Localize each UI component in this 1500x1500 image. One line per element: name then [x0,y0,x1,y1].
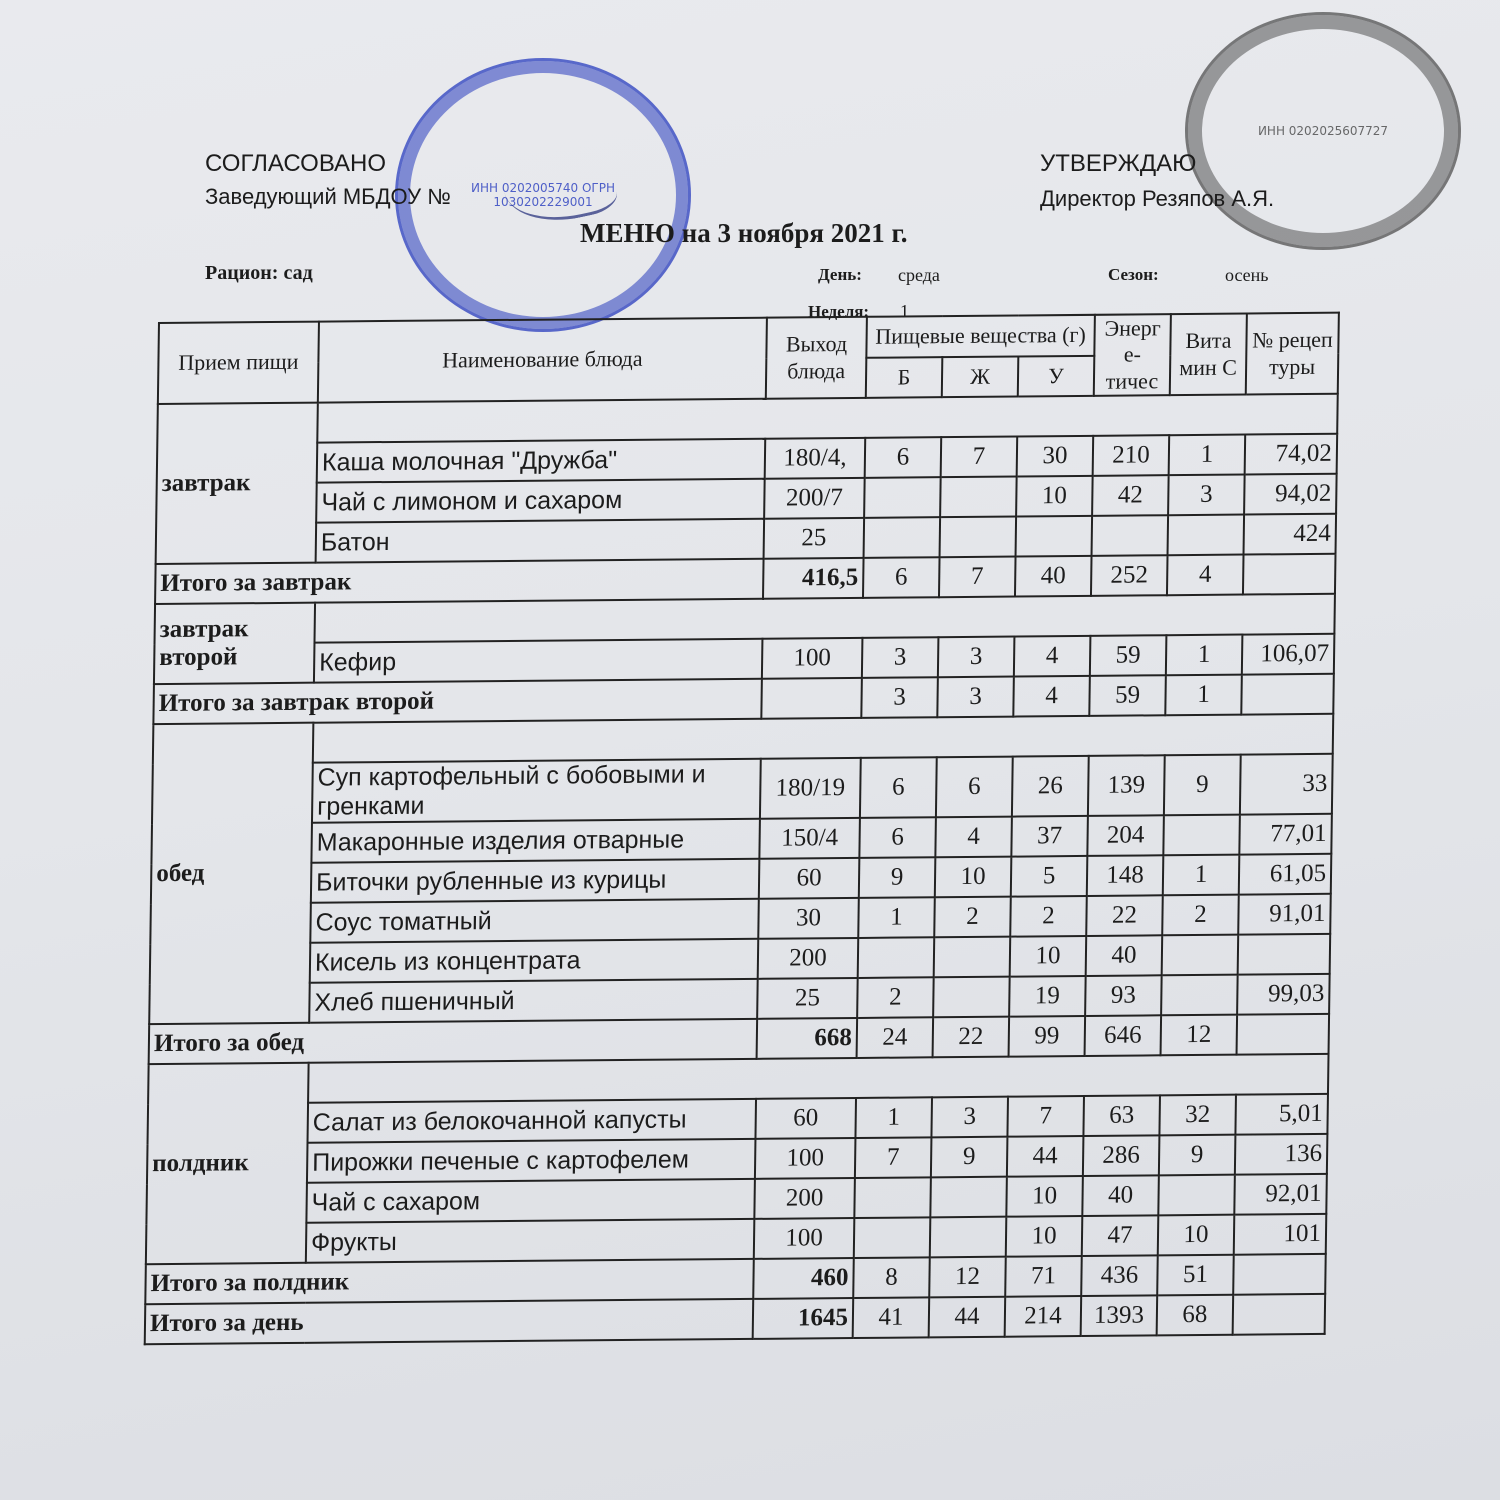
fat-cell [930,1217,1007,1258]
dish-output: 150/4 [759,818,860,859]
energy-cell: 47 [1082,1216,1159,1257]
stamp-left-text: ИНН 0202005740 ОГРН 1030202229001 [470,180,616,209]
total-carbs: 71 [1005,1256,1082,1297]
energy-cell: 93 [1085,975,1162,1016]
vitamin-cell: 1 [1166,635,1243,676]
dish-output: 200 [758,938,859,979]
dish-output: 25 [757,978,858,1019]
carbs-cell: 30 [1017,436,1094,477]
dish-output: 60 [759,858,860,899]
vitamin-cell: 2 [1162,895,1239,936]
col-zh: Ж [942,356,1019,397]
fat-cell: 6 [936,757,1013,818]
recipe-cell: 136 [1235,1134,1328,1175]
total-recipe [1241,674,1334,715]
col-energy: Энерг е- тичес [1094,314,1171,396]
agreed-by: Заведующий МБДОУ № [205,184,451,209]
dish-name: Чай с сахаром [306,1179,755,1223]
total-recipe [1233,1254,1326,1295]
protein-cell [854,1178,931,1219]
carbs-cell: 10 [1010,936,1087,977]
energy-cell: 59 [1090,635,1167,676]
dish-output: 180/19 [760,758,861,819]
protein-cell [858,937,935,978]
col-nutrients: Пищевые вещества (г) [866,315,1095,358]
carbs-cell: 10 [1006,1176,1083,1217]
day-total-energy: 1393 [1081,1296,1158,1337]
total-protein: 6 [863,557,940,598]
dish-name: Кефир [314,639,763,683]
total-recipe [1243,554,1336,595]
carbs-cell: 37 [1011,816,1088,857]
col-vitamin: Вита мин С [1170,313,1247,395]
day-total-label: Итого за день [145,1299,753,1344]
total-output: 668 [757,1018,858,1059]
dish-name: Фрукты [306,1219,755,1263]
carbs-cell: 26 [1012,756,1089,817]
season-label: Сезон: [1108,265,1159,284]
total-carbs: 4 [1013,676,1090,717]
protein-cell: 1 [855,1097,932,1138]
recipe-cell: 74,02 [1245,434,1338,475]
carbs-cell: 7 [1007,1096,1084,1137]
vitamin-cell: 32 [1159,1095,1236,1136]
recipe-cell: 92,01 [1234,1174,1327,1215]
carbs-cell: 44 [1007,1136,1084,1177]
total-output: 416,5 [763,558,864,599]
ration-label: Рацион: сад [205,262,313,284]
recipe-cell: 99,03 [1237,974,1330,1015]
agreed-heading: СОГЛАСОВАНО [205,150,387,177]
protein-cell: 6 [859,817,936,858]
carbs-cell: 5 [1011,856,1088,897]
protein-cell [864,517,941,558]
total-energy: 252 [1091,555,1168,596]
total-carbs: 99 [1009,1016,1086,1057]
total-energy: 436 [1081,1256,1158,1297]
carbs-cell [1016,516,1093,557]
fat-cell: 7 [941,437,1018,478]
energy-cell: 40 [1082,1176,1159,1217]
fat-cell: 3 [931,1097,1008,1138]
approve-by: Директор Резяпов А.Я. [1040,186,1275,211]
round-stamp-right [1185,12,1461,250]
vitamin-cell [1158,1175,1235,1216]
dish-name: Хлеб пшеничный [309,979,758,1023]
vitamin-cell [1162,935,1239,976]
protein-cell [854,1218,931,1259]
total-vitamin: 4 [1167,555,1244,596]
total-vitamin: 1 [1165,675,1242,716]
dish-output: 200/7 [764,478,865,519]
total-label: Итого за полдник [145,1259,753,1304]
col-b: Б [866,357,943,398]
dish-name: Кисель из концентрата [310,939,759,983]
meal-name: обед [149,723,313,1024]
vitamin-cell [1168,515,1245,556]
day-total-carbs: 214 [1005,1296,1082,1337]
energy-cell: 210 [1093,435,1170,476]
fat-cell: 9 [931,1137,1008,1178]
col-meal: Прием пищи [158,322,319,405]
protein-cell: 6 [860,757,937,818]
carbs-cell: 2 [1010,896,1087,937]
energy-cell: 139 [1088,755,1165,816]
total-fat: 3 [937,677,1014,718]
total-energy: 646 [1085,1015,1162,1056]
dish-output: 60 [755,1098,856,1139]
stamp-right-text: ИНН 0202025607727 [1257,123,1389,138]
energy-cell: 204 [1087,815,1164,856]
total-vitamin: 12 [1161,1015,1238,1056]
total-label: Итого за завтрак второй [153,679,761,724]
total-output: 460 [753,1258,854,1299]
dish-output: 200 [754,1178,855,1219]
total-label: Итого за обед [149,1019,757,1064]
vitamin-cell: 9 [1159,1135,1236,1176]
header-row [158,313,1338,364]
recipe-cell: 91,01 [1238,894,1331,935]
dish-name: Батон [316,519,765,563]
fat-cell [934,937,1011,978]
fat-cell: 2 [934,897,1011,938]
protein-cell: 2 [857,977,934,1018]
energy-cell: 63 [1083,1096,1160,1137]
day-label: День: [818,265,862,284]
dish-name: Пирожки печеные с картофелем [307,1139,756,1183]
carbs-cell: 19 [1009,976,1086,1017]
day-value: среда [898,265,940,285]
menu-table [144,312,1340,1346]
total-protein: 24 [857,1017,934,1058]
recipe-cell: 424 [1244,514,1337,555]
energy-cell: 22 [1086,895,1163,936]
fat-cell: 3 [938,637,1015,678]
energy-cell [1092,515,1169,556]
recipe-cell: 61,05 [1239,854,1332,895]
week-value: 1 [900,301,909,321]
total-fat: 7 [939,557,1016,598]
total-output [761,678,862,719]
recipe-cell: 33 [1240,754,1333,815]
meal-name: полдник [146,1063,309,1264]
col-recipe: № рецеп туры [1246,313,1339,395]
energy-cell: 148 [1087,855,1164,896]
protein-cell: 6 [865,437,942,478]
vitamin-cell: 1 [1163,855,1240,896]
meal-name: завтрак второй [154,603,315,684]
vitamin-cell: 3 [1168,475,1245,516]
total-vitamin: 51 [1157,1255,1234,1296]
vitamin-cell: 9 [1164,755,1241,816]
menu-body [145,394,1338,1345]
day-total-protein: 41 [853,1298,930,1339]
recipe-cell: 94,02 [1244,474,1337,515]
approve-heading: УТВЕРЖДАЮ [1040,150,1197,177]
page-title: МЕНЮ на 3 ноября 2021 г. [580,218,908,248]
total-protein: 3 [861,677,938,718]
meal-name: завтрак [156,403,318,564]
vitamin-cell [1161,975,1238,1016]
dish-name: Соус томатный [310,899,759,943]
energy-cell: 286 [1083,1136,1160,1177]
fat-cell [940,477,1017,518]
carbs-cell: 10 [1016,476,1093,517]
fat-cell [940,517,1017,558]
protein-cell [864,477,941,518]
dish-name: Макаронные изделия отварные [311,819,760,863]
col-output: Выход блюда [766,317,867,399]
table-row [152,754,1333,824]
fat-cell: 4 [935,817,1012,858]
total-energy: 59 [1089,675,1166,716]
vitamin-cell [1163,815,1240,856]
col-dish: Наименование блюда [318,318,767,403]
protein-cell: 3 [862,637,939,678]
recipe-cell: 77,01 [1239,814,1332,855]
col-u: У [1018,355,1095,396]
recipe-cell: 101 [1234,1214,1327,1255]
fat-cell: 10 [935,857,1012,898]
day-total-recipe [1233,1294,1326,1335]
recipe-cell [1238,934,1331,975]
protein-cell: 1 [858,897,935,938]
dish-output: 30 [758,898,859,939]
day-total-output: 1645 [753,1298,854,1339]
total-fat: 22 [933,1017,1010,1058]
energy-cell: 42 [1092,475,1169,516]
dish-name: Салат из белокочанной капусты [308,1099,757,1143]
dish-output: 180/4, [765,438,866,479]
dish-output: 100 [754,1218,855,1259]
dish-name: Биточки рубленные из курицы [311,859,760,903]
dish-name: Каша молочная "Дружба" [317,439,766,483]
dish-name: Чай с лимоном и сахаром [316,479,765,523]
total-fat: 12 [929,1257,1006,1298]
recipe-cell: 106,07 [1242,634,1335,675]
season-value: осень [1225,265,1269,285]
fat-cell [930,1177,1007,1218]
dish-output: 100 [762,638,863,679]
dish-output: 25 [764,518,865,559]
fat-cell [933,977,1010,1018]
recipe-cell: 5,01 [1235,1094,1328,1135]
week-label: Неделя: [808,302,870,321]
carbs-cell: 10 [1006,1216,1083,1257]
vitamin-cell: 10 [1158,1215,1235,1256]
protein-cell: 9 [859,857,936,898]
protein-cell: 7 [855,1138,932,1179]
total-protein: 8 [853,1258,930,1299]
dish-output: 100 [755,1138,856,1179]
day-total-vitamin: 68 [1157,1295,1234,1336]
dish-name: Суп картофельный с бобовыми и гренками [312,759,761,823]
vitamin-cell: 1 [1169,435,1246,476]
energy-cell: 40 [1086,935,1163,976]
total-carbs: 40 [1015,556,1092,597]
carbs-cell: 4 [1014,636,1091,677]
day-total-fat: 44 [929,1297,1006,1338]
total-recipe [1237,1014,1330,1055]
total-label: Итого за завтрак [155,559,763,604]
